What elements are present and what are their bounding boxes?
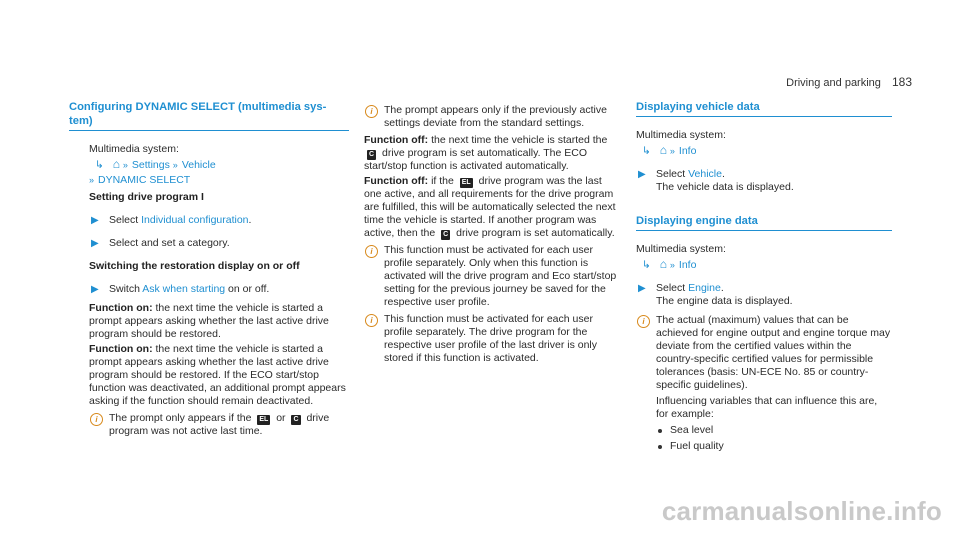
info-icon: i xyxy=(365,105,378,118)
subheading-setting-drive-program: Setting drive program I xyxy=(89,191,204,203)
next-icon: » xyxy=(669,146,675,156)
path-info[interactable]: Info xyxy=(678,259,697,271)
list-item: Fuel quality xyxy=(656,440,892,453)
info-icon: i xyxy=(637,315,650,328)
step-arrow-icon: ▶ xyxy=(638,169,646,180)
path-line-1 xyxy=(89,158,349,172)
note-prompt-previously-active: i The prompt appears only if the previously active settings deviate from the standard settings. xyxy=(364,104,620,130)
path-info[interactable]: Info xyxy=(678,145,697,157)
note-activated-each-profile-2: i This function must be activated for each user profile separately. The drive program for the respective user profile of the last driver is only stored if this function is activated. xyxy=(364,313,620,365)
step-arrow-icon: ▶ xyxy=(91,284,99,295)
column-displaying-data xyxy=(636,100,892,457)
next-icon: » xyxy=(122,160,128,170)
column-configuring-dynamic-select xyxy=(69,100,349,442)
return-arrow-icon: ↳ xyxy=(642,259,651,271)
link-vehicle[interactable]: Vehicle xyxy=(688,168,722,180)
next-icon: » xyxy=(89,175,95,185)
note-activated-each-profile-1: i This function must be activated for each user profile separately. Only when this function is activated will the drive program and Eco start/stop setting for the previous journey be saved for the respective user profile. xyxy=(364,244,620,309)
multimedia-path xyxy=(89,143,349,438)
step-arrow-icon: ▶ xyxy=(91,215,99,226)
drive-program-c-icon: C xyxy=(443,231,449,238)
next-icon: » xyxy=(669,260,675,270)
drive-program-c-icon: C xyxy=(369,151,375,158)
step-result: The engine data is displayed. xyxy=(656,295,793,307)
info-icon: i xyxy=(365,245,378,258)
link-individual-configuration[interactable]: Individual configuration xyxy=(141,214,249,226)
function-off-paragraph-2: Function off: if the EL drive program was the last one active, and all requirements for the drive program are fulfilled, this will be automatically selected the next time the vehicle is started. If another program was active, then the C drive program is set automatically. xyxy=(364,175,616,239)
bullet-icon xyxy=(658,429,662,433)
function-on-paragraph-1: Function on: the next time the vehicle is started a prompt appears asking whether the last active drive program should be restored. xyxy=(89,302,329,340)
function-off-paragraph-1: Function off: the next time the vehicle is started the C drive program is set automatically. The ECO start/stop function is activated automatically. xyxy=(364,134,608,172)
section-heading-engine-data: Displaying engine data xyxy=(636,214,892,231)
step-arrow-icon: ▶ xyxy=(91,238,99,249)
bullet-icon xyxy=(658,445,662,449)
step-select-vehicle: ▶ Select Vehicle. The vehicle data is displayed. xyxy=(636,168,892,194)
info-icon: i xyxy=(90,413,103,426)
return-arrow-icon: ↳ xyxy=(95,159,104,171)
return-arrow-icon: ↳ xyxy=(642,145,651,157)
note-prompt-only-appears: i The prompt only appears if the EL or C drive program was not active last time. xyxy=(89,412,349,438)
step-switch-ask-when-starting: ▶ Switch Ask when starting on or off. xyxy=(91,283,270,295)
multimedia-label: Multimedia system: xyxy=(636,243,726,255)
drive-program-el-icon: EL xyxy=(259,416,269,423)
path-settings[interactable]: Settings xyxy=(131,159,170,171)
info-icon: i xyxy=(365,314,378,327)
path-dynamic-select[interactable]: DYNAMIC SELECT xyxy=(98,174,191,186)
path-vehicle[interactable]: Vehicle xyxy=(181,159,216,171)
drive-program-el-icon: EL xyxy=(461,179,471,186)
home-icon: ⌂ xyxy=(659,257,667,271)
step-select-individual: ▶ Select Individual configuration. xyxy=(91,214,252,226)
step-result: The vehicle data is displayed. xyxy=(656,181,794,193)
note-engine-values: i The actual (maximum) values that can be achieved for engine output and engine torque may deviate from the certified values within the country-specific certified values for permissible tolerances (basis: UN-ECE No. 85 or country-specific guidelines). Influencing variables that can influence this are, for example: Sea level Fuel quality xyxy=(636,314,892,453)
home-icon: ⌂ xyxy=(659,143,667,157)
section-heading-configuring: Configuring DYNAMIC SELECT (multimedia sys- tem) xyxy=(69,100,349,131)
page-header xyxy=(786,75,912,89)
section-title: Driving and parking xyxy=(786,77,881,89)
multimedia-label: Multimedia system: xyxy=(89,143,179,155)
page-number: 183 xyxy=(891,75,912,89)
path-line-engine xyxy=(636,258,892,272)
next-icon: » xyxy=(172,160,178,170)
watermark: carmanualsonline.info xyxy=(661,496,942,526)
column-function-notes xyxy=(364,100,620,369)
step-select-category: ▶ Select and set a category. xyxy=(91,237,230,249)
step-arrow-icon: ▶ xyxy=(638,283,646,294)
link-engine[interactable]: Engine xyxy=(688,282,721,294)
list-item: Sea level xyxy=(656,424,892,437)
path-line-vehicle xyxy=(636,144,892,158)
path-line-2 xyxy=(89,174,349,187)
link-ask-when-starting[interactable]: Ask when starting xyxy=(142,283,226,295)
multimedia-label: Multimedia system: xyxy=(636,129,726,141)
drive-program-c-icon: C xyxy=(293,416,299,423)
section-heading-vehicle-data: Displaying vehicle data xyxy=(636,100,892,117)
step-select-engine: ▶ Select Engine. The engine data is displayed. xyxy=(636,282,892,308)
home-icon: ⌂ xyxy=(112,157,120,171)
subheading-restoration-display: Switching the restoration display on or off xyxy=(89,260,300,272)
function-on-paragraph-2: Function on: the next time the vehicle is started a prompt appears asking whether the last active drive program should be restored. If the ECO start/stop function was deactivated, an additional prompt appears asking if the function should remain deactivated. xyxy=(89,343,346,407)
